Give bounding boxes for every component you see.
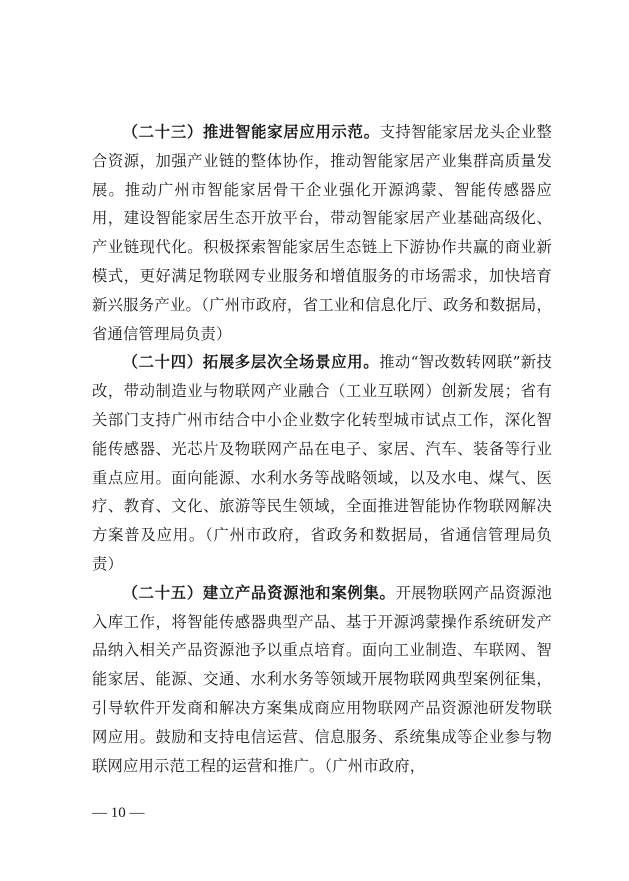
section-body-25: 开展物联网产品资源池入库工作，将智能传感器典型产品、基于开源鸿蒙操作系统研发产品纳入相关产品资源池予以重点培育。面向工业制造、车联网、智能家居、能源、交通、水利水务等领域开展物联网典型案例征集，引导软件开发商和解决方案集成商应用物联网产品资源池研发物联网应用。鼓励和支持电信运营、信息服务、系统集成等企业参与物联网应用示范工程的运营和推广。（广州市政府， xyxy=(92,583,552,775)
paragraph-item-25 xyxy=(92,579,552,781)
section-body-24: 推动“智改数转网联”新技改，带动制造业与物联网产业融合（工业互联网）创新发展；省有关部门支持广州市结合中小企业数字化转型城市试点工作，深化智能传感器、光芯片及物联网产品在电子、家居、汽车、装备等行业重点应用。面向能源、水利水务等战略领域，以及水电、煤气、医疗、教育、文化、旅游等民生领域，全面推进智能协作物联网解决方案普及应用。（广州市政府，省政务和数据局，省通信管理局负责） xyxy=(92,353,552,573)
section-body-23: 支持智能家居龙头企业整合资源，加强产业链的整体协作，推动智能家居产业集群高质量发展。推动广州市智能家居骨干企业强化开源鸿蒙、智能传感器应用，建设智能家居生态开放平台，带动智能家居产业基础高级化、产业链现代化。积极探索智能家居生态链上下游协作共赢的商业新模式，更好满足物联网专业服务和增值服务的市场需求，加快培育新兴服务产业。（广州市政府，省工业和信息化厅、政务和数据局，省通信管理局负责） xyxy=(92,123,552,343)
section-heading-25: （二十五）建立产品资源池和案例集。 xyxy=(122,583,396,602)
paragraph-item-23 xyxy=(92,118,552,348)
paragraph-item-24 xyxy=(92,348,552,578)
section-heading-23: （二十三）推进智能家居应用示范。 xyxy=(122,123,380,141)
section-heading-24: （二十四）拓展多层次全场景应用。 xyxy=(122,353,380,372)
page-number: — 10 — xyxy=(92,805,145,821)
document-body xyxy=(92,118,552,780)
